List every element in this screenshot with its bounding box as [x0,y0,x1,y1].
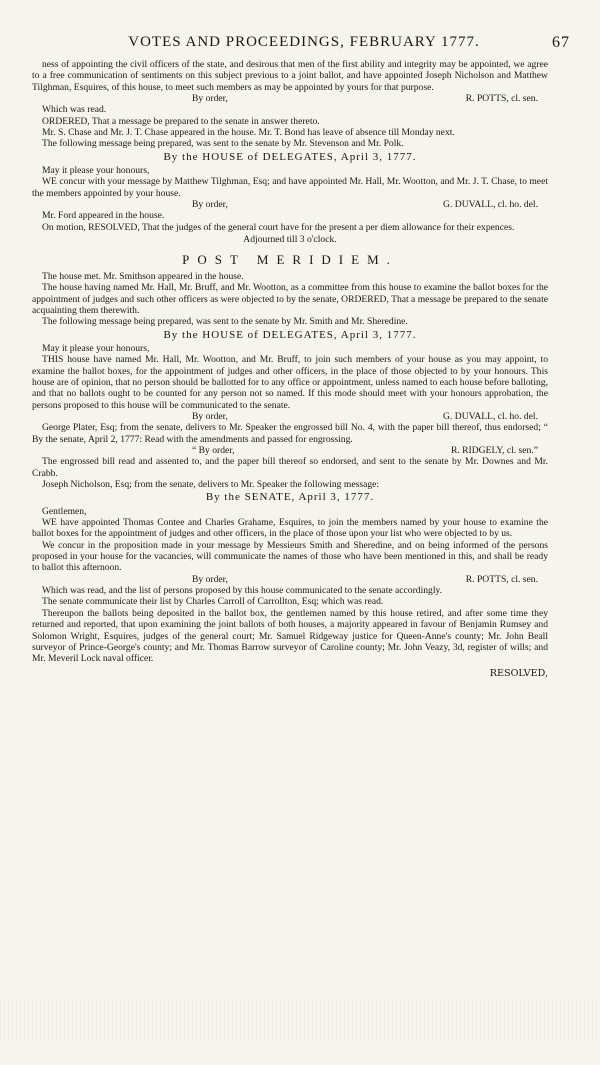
paragraph: Which was read, and the list of persons proposed by this house communicated to the senate accordingly. [42,585,443,597]
paragraph: Gentlemen, [42,505,87,517]
signature-by-order: By order, [192,199,228,211]
paragraph: May it please your honours, [42,165,150,177]
paragraph: Which was read. [42,104,107,116]
paragraph: On motion, RESOLVED, That the judges of the general court have for the present a per diem allowance for their expences. [42,221,515,233]
paragraph: The following message being prepared, was sent to the senate by Mr. Stevenson and Mr. Polk. [42,138,404,150]
paragraph: The house having named Mr. Hall, Mr. Bruff, and Mr. Wootton, as a committee from this house to examine the ballot boxes for the appointment of judges and such other officers as were objected to by the senate, ORDERED, That a message be prepared to the senate acquainting them therewith. [32,282,548,316]
adjournment-line: Adjourned till 3 o'clock. [243,234,337,246]
signature-clerk: G. DUVALL, cl. ho. del. [443,199,538,211]
signature-clerk: R. RIDGELY, cl. sen.” [450,445,538,456]
message-heading: By the HOUSE of DELEGATES, April 3, 1777. [163,150,417,163]
signature-line [32,199,548,210]
signature-clerk: R. POTTS, cl. sen. [465,93,538,105]
paragraph: The house met. Mr. Smithson appeared in the house. [42,270,244,282]
document-body [32,59,548,665]
page-header [60,34,548,51]
paragraph: ORDERED, That a message be prepared to the senate in answer thereto. [42,115,320,127]
message-heading: By the HOUSE of DELEGATES, April 3, 1777. [163,328,417,341]
paragraph: WE have appointed Thomas Contee and Charles Grahame, Esquires, to join the members named by your house to examine the ballot boxes for the appointment of judges and other officers, in the place of those upon your list who were objected to by us. [32,517,548,540]
signature-by-order: “ By order, [192,445,235,456]
paragraph: THIS house have named Mr. Hall, Mr. Wootton, and Mr. Bruff, to join such members of your house as you may appoint, to examine the ballot boxes, for the appointment of judges and other officers, in the place of those objected to by your honours. This house are of opinion, that no person should be ballotted for to any office or appointment, unless named to each house before balloting, and that no ballots ought to be counted for any person not so named. If this mode should meet with your honours approbation, the persons proposed to this house will be communicated to the senate. [32,354,548,411]
signature-line [32,411,548,422]
paragraph: We concur in the proposition made in your message by Messieurs Smith and Sheredine, and on being informed of the persons proposed in your house for the vacancies, will communicate the names of those who have been mentioned in this, and shall be ready to ballot this afternoon. [32,539,548,574]
paragraph: The following message being prepared, was sent to the senate by Mr. Smith and Mr. Sheredine. [42,316,408,328]
scan-margin [0,1000,600,1038]
paragraph: WE concur with your message by Matthew Tilghman, Esq; and have appointed Mr. Hall, Mr. Wootton, and Mr. J. T. Chase, to meet the members appointed by your house. [32,176,548,199]
signature-line [32,574,548,585]
paragraph: George Plater, Esq; from the senate, delivers to Mr. Speaker the engrossed bill No. 4, with the paper bill thereof, thus endorsed; “ By the senate, April 2, 1777: Read with the amendments and passed for engrossing. [32,422,548,445]
paragraph: Mr. S. Chase and Mr. J. T. Chase appeared in the house. Mr. T. Bond has leave of absence till Monday next. [42,127,455,139]
section-heading: POST MERIDIEM. [182,251,398,267]
paragraph: Thereupon the ballots being deposited in the ballot box, the gentlemen named by this house retired, and after some time they returned and reported, that upon examining the joint ballots of both houses, a majority appeared in favour of Benjamin Rumsey and Solomon Wright, Esquires, judges of the general court; Mr. Samuel Ridgeway justice for Queen-Anne's county; Mr. John Beall surveyor of Prince-George's county; and Mr. Thomas Barrow surveyor of Caroline county; Mr. John Veazy, 3d, register of wills; and Mr. Meveril Lock naval officer. [32,607,548,665]
paragraph: The senate communicate their list by Charles Carroll of Carrollton, Esq; which was read. [42,596,384,608]
signature-line [32,445,548,456]
page-number: 67 [552,34,570,51]
message-heading: By the SENATE, April 3, 1777. [205,491,375,504]
signature-line [32,93,548,104]
paragraph: The engrossed bill read and assented to, and the paper bill thereof so endorsed, and sent to the senate by Mr. Downes and Mr. Crabb. [32,456,548,479]
running-title: VOTES AND PROCEEDINGS, FEBRUARY 1777. [128,34,480,50]
signature-by-order: By order, [192,573,228,585]
paragraph: ness of appointing the civil officers of the state, and desirous that men of the first ability and integrity may be appointed, we agree to a free communication of sentiments on this subject previous to a joint ballot, and have appointed Joseph Nicholson and Matthew Tilghman, Esquires, of this house, to meet such members as may be appointed by yours for that purpose. [32,59,548,93]
paragraph: Mr. Ford appeared in the house. [42,210,165,222]
signature-by-order: By order, [192,410,228,422]
paragraph: May it please your honours, [42,342,150,354]
catchword: RESOLVED, [489,667,548,679]
paragraph: Joseph Nicholson, Esq; from the senate, delivers to Mr. Speaker the following message: [42,479,380,491]
signature-clerk: R. POTTS, cl. sen. [465,573,538,585]
signature-by-order: By order, [192,93,228,105]
signature-clerk: G. DUVALL, cl. ho. del. [443,410,538,422]
